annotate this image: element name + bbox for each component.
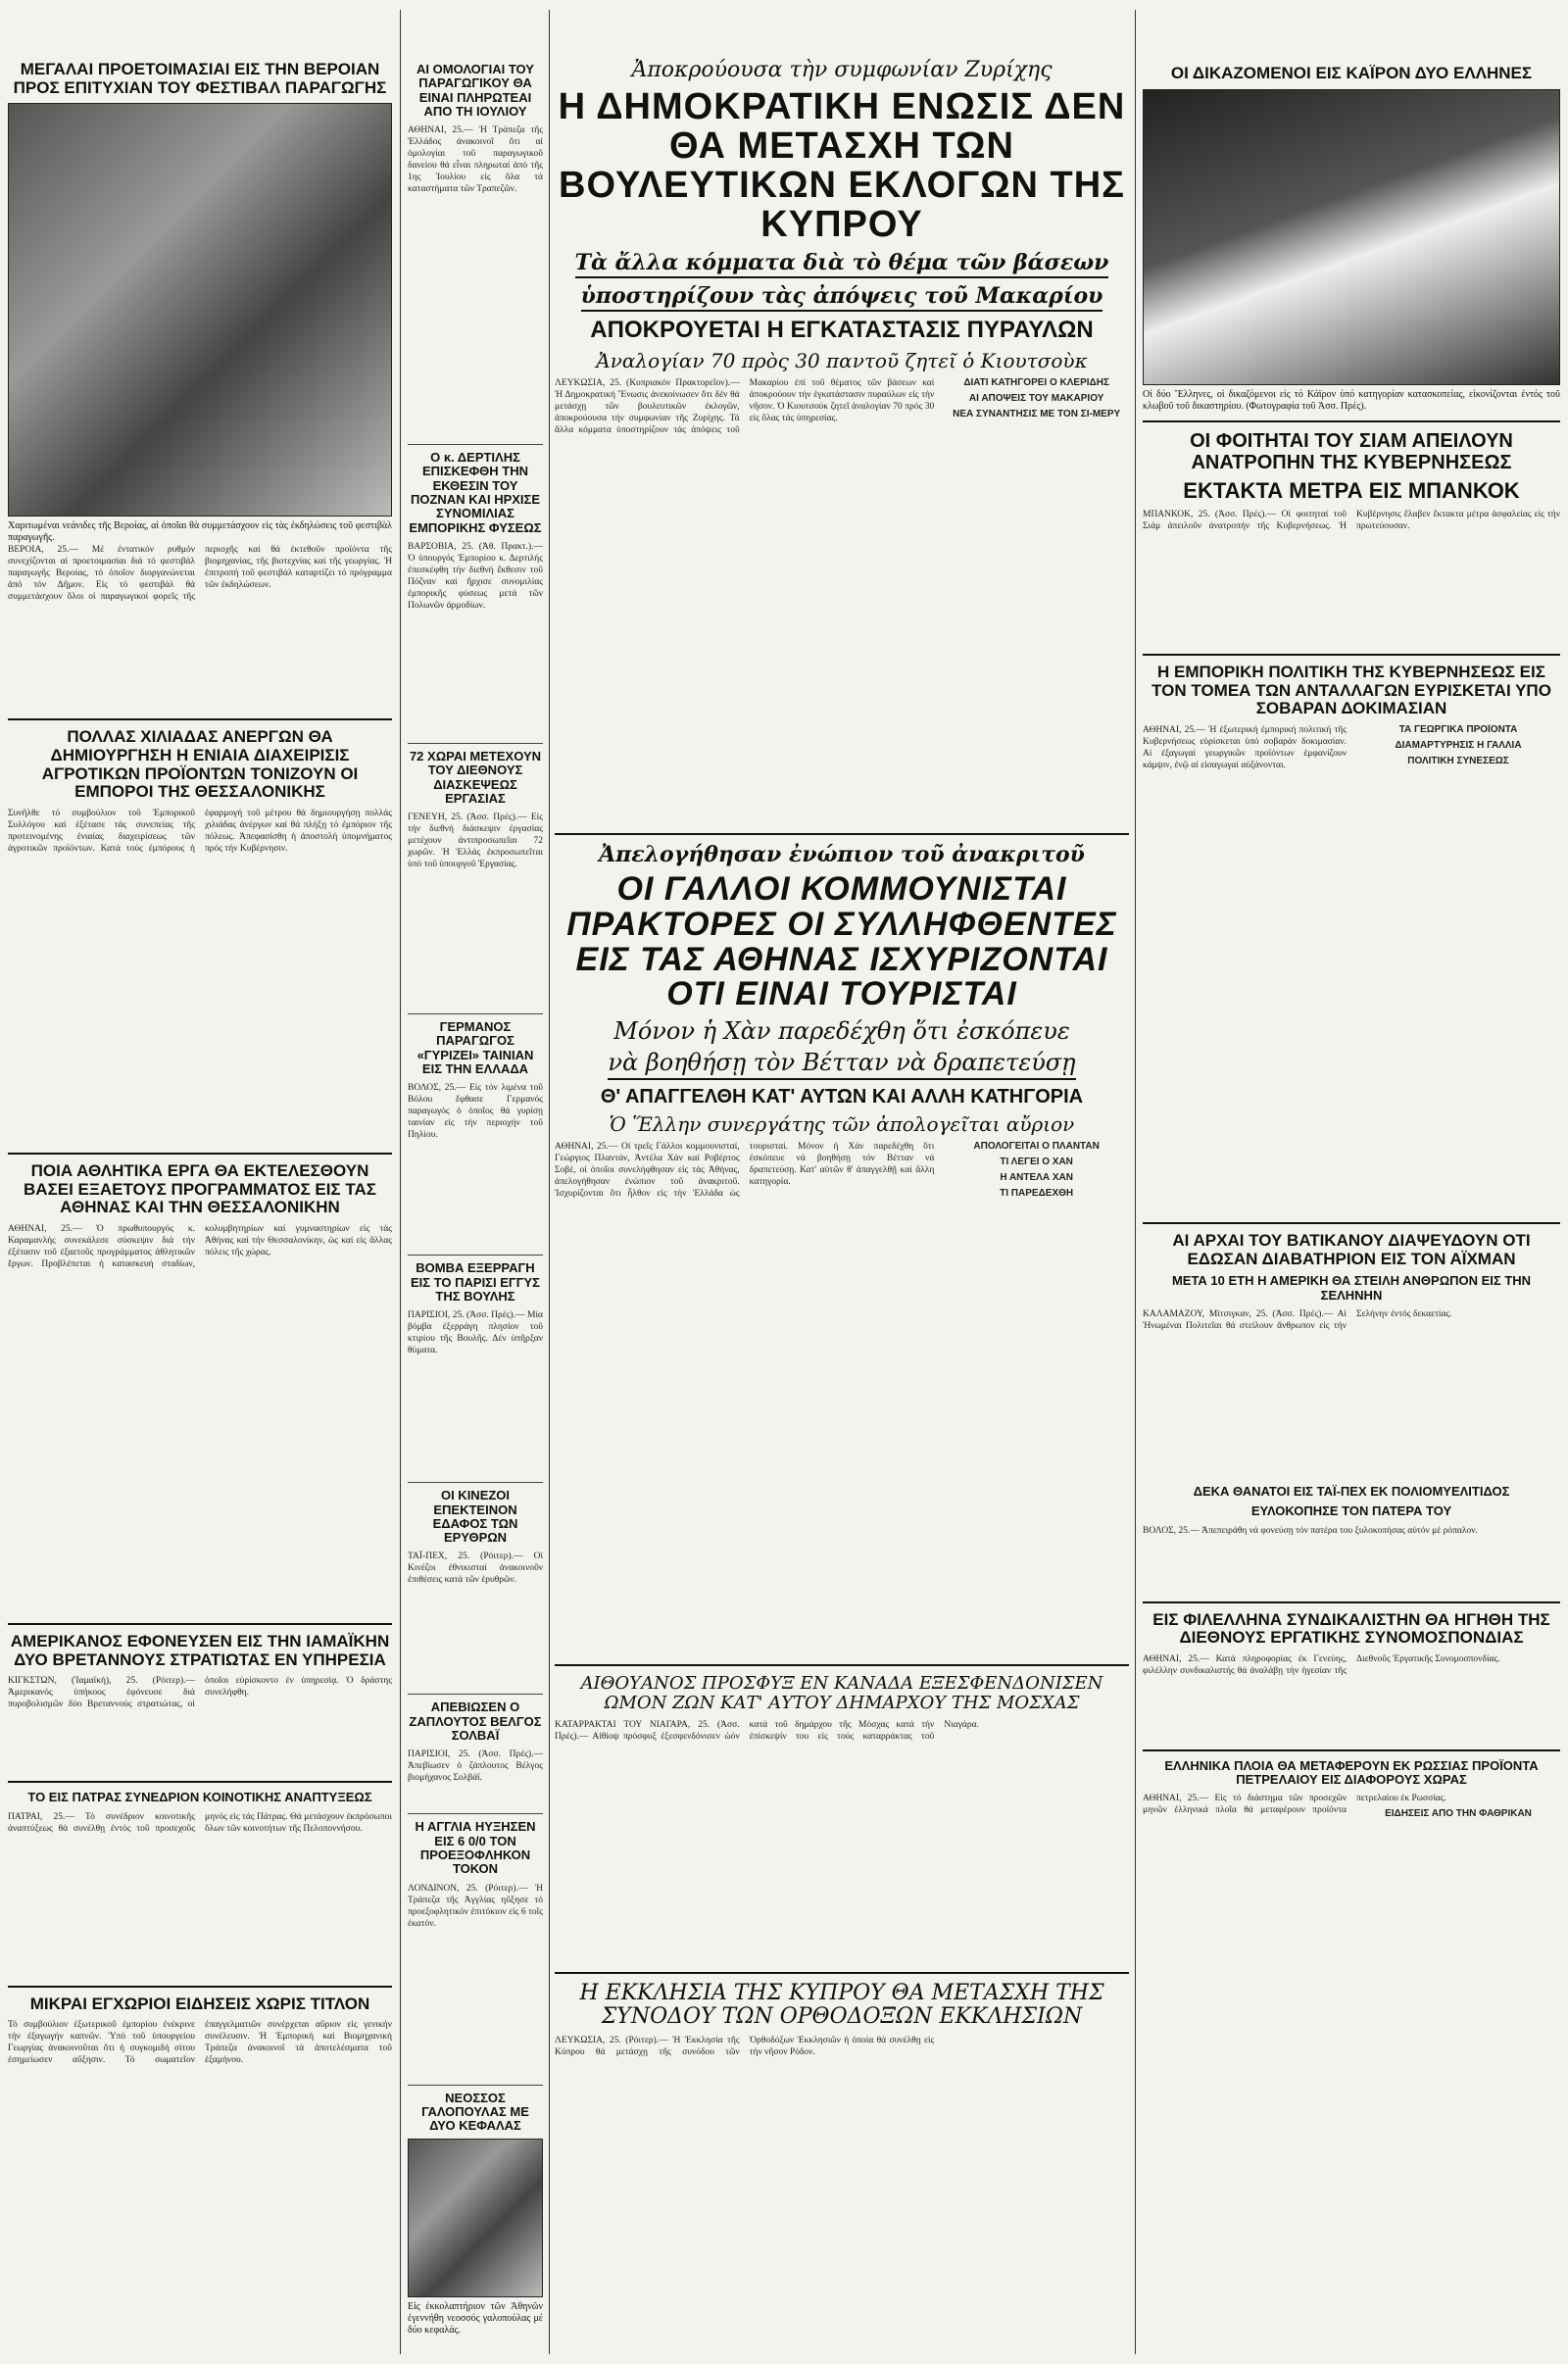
subhead-news: ΕΙΔΗΣΕΙΣ ΑΠΟ ΤΗΝ ΦΑΘΡΙΚΑΝ xyxy=(1385,1808,1532,1820)
article-moon: ΚΑΛΑΜΑΖΟΥ, Μίτσιγκαν, 25. (Ἀσσ. Πρές).— Αἱ Ἡνωμέναι Πολιτεῖαι θά στείλουν ἄνθρωπον εἰς τήν Σελήνην ἐντός δεκαετίας. xyxy=(1143,1308,1452,1331)
headline-another-charge: Θ' ΑΠΑΓΓΕΛΘΗ ΚΑΤ' ΑΥΤΩΝ ΚΑΙ ΑΛΛΗ ΚΑΤΗΓΟΡΙΑ xyxy=(600,1085,1084,1108)
subhead-greek-collaborator: Ὁ Ἕλλην συνεργάτης τῶν ἀπολογεῖται αὔριον xyxy=(609,1111,1075,1136)
subhead-admitted: ΤΙ ΠΑΡΕΔΕΧΘΗ xyxy=(1000,1187,1074,1199)
headline-vatican-eichmann: ΑΙ ΑΡΧΑΙ ΤΟΥ ΒΑΤΙΚΑΝΟΥ ΔΙΑΨΕΥΔΟΥΝ ΟΤΙ ΕΔΩΣΑΝ ΔΙΑΒΑΤΗΡΙΟΝ ΕΙΣ ΤΟΝ ΑΪΧΜΑΝ xyxy=(1172,1230,1531,1268)
headline-solvay: ΑΠΕΒΙΩΣΕΝ Ο ΖΑΠΛΟΥΤΟΣ ΒΕΛΓΟΣ ΣΟΛΒΑΪ xyxy=(409,1699,542,1744)
headline-democratic-union: Η ΔΗΜΟΚΡΑΤΙΚΗ ΕΝΩΣΙΣ ΔΕΝ ΘΑ ΜΕΤΑΣΧΗ ΤΩΝ ΒΟΥΛΕΥΤΙΚΩΝ ΕΚΛΟΓΩΝ ΤΗΣ ΚΥΠΡΟΥ xyxy=(558,86,1126,245)
kicker-investigator: Ἀπελογήθησαν ἐνώπιον τοῦ ἀνακριτοῦ xyxy=(599,842,1085,867)
subhead-kutchuk: Ἀναλογίαν 70 πρὸς 30 παντοῦ ζητεῖ ὁ Κιουτσοὺκ xyxy=(596,348,1088,372)
headline-church-cyprus: Η ΕΚΚΛΗΣΙΑ ΤΗΣ ΚΥΠΡΟΥ ΘΑ ΜΕΤΑΣΧΗ ΤΗΣ ΣΥΝΟΔΟΥ ΤΩΝ ΟΡΘΟΔΟΞΩΝ ΕΚΚΛΗΣΙΩΝ xyxy=(579,1980,1104,2029)
column-rule xyxy=(400,10,401,2354)
article-labor: ΑΘΗΝΑΙ, 25.— Κατά πληροφορίας ἐκ Γενεύης, φιλέλλην συνδικαλιστής θά ἀναλάβῃ τήν ἡγεσίαν τῆς Διεθνοῦς Ἐργατικῆς Συνομοσπονδίας. xyxy=(1143,1653,1500,1676)
kicker-zurich: Ἀποκρούουσα τὴν συμφωνίαν Ζυρίχης xyxy=(631,59,1053,82)
article-72-countries: ΓΕΝΕΥΗ, 25. (Ἀσσ. Πρές).— Εἰς τήν διεθνή διάσκεψιν ἐργασίας μετέχουν ἀντιπροσωπεῖαι 72 χωρῶν. Ἡ Ἑλλάς ἐκπροσωπεῖται ὑπό τοῦ ὑπουργοῦ Ἐργασίας. xyxy=(408,813,543,870)
subhead-antela-han: Η ΑΝΤΕΛΑ ΧΑΝ xyxy=(1000,1171,1073,1183)
article-bomb-paris: ΠΑΡΙΣΙΟΙ, 25. (Ἀσσ. Πρές).— Μία βόμβα ἐξερράγη πλησίον τοῦ κτιρίου τῆς Βουλῆς. Δέν ὑπῆρξαν θύματα. xyxy=(408,1310,543,1356)
photo-cairo-trial xyxy=(1143,89,1560,385)
subhead-political-talks: ΠΟΛΙΤΙΚΗ ΣΥΝΕΣΕΩΣ xyxy=(1407,755,1509,766)
subhead-kleridis: ΔΙΑΤΙ ΚΑΤΗΓΟΡΕΙ Ο ΚΛΕΡΙΔΗΣ xyxy=(963,376,1109,388)
subhead-new-meeting: ΝΕΑ ΣΥΝΑΝΤΗΣΙΣ ΜΕ ΤΟΝ ΣΙ-ΜΕΡΥ xyxy=(953,408,1121,419)
headline-unemployed-thessaloniki: ΠΟΛΛΑΣ ΧΙΛΙΑΔΑΣ ΑΝΕΡΓΩΝ ΘΑ ΔΗΜΙΟΥΡΓΗΣΗ Η ΕΝΙΑΙΑ ΔΙΑΧΕΙΡΙΣΙΣ ΑΓΡΟΤΙΚΩΝ ΠΡΟΪΟΝΤΩΝ ΤΟΝΙΖΟΥΝ ΟΙ ΕΜΠΟΡΟΙ ΤΗΣ ΘΕΣΣΑΛΟΝΙΚΗΣ xyxy=(41,727,359,802)
article-beat-father: ΒΟΛΟΣ, 25.— Ἀπεπειράθη νά φονεύσῃ τόν πατέρα του ξυλοκοπήσας αὐτόν μέ ρόπαλον. xyxy=(1143,1525,1478,1536)
article-athletic-works: ΑΘΗΝΑΙ, 25.— Ὁ πρωθυπουργός κ. Καραμανλής συνεκάλεσε σύσκεψιν διά τήν ἐξέτασιν τοῦ ἐξαετοῦς προγράμματος ἀθλητικῶν ἔργων. Προβλέπεται ἡ κατασκευή σταδίων, κολυμβητηρίων καί γυμναστηρίων εἰς τάς Ἀθήνας καί τήν Θεσσαλονίκην, ὡς καί εἰς ἄλλας πόλεις τῆς χώρας. xyxy=(8,1224,392,1270)
column-rule xyxy=(549,10,550,2354)
headline-moon: ΜΕΤΑ 10 ΕΤΗ Η ΑΜΕΡΙΚΗ ΘΑ ΣΤΕΙΛΗ ΑΝΘΡΩΠΟΝ ΕΙΣ ΤΗΝ ΣΕΛΗΝΗΝ xyxy=(1171,1273,1532,1303)
subhead-france-protest: ΔΙΑΜΑΡΤΥΡΗΣΙΣ Η ΓΑΛΛΙΑ xyxy=(1395,739,1522,751)
article-trade-policy: ΑΘΗΝΑΙ, 25.— Ἡ ἐξωτερική ἐμπορική πολιτική τῆς Κυβερνήσεως εὑρίσκεται ὑπό σοβαράν δοκιμασίαν. Αἱ ἐξαγωγαί γεωργικῶν προϊόντων ἐμφανίζουν κάμψιν, ἐνῷ αἱ εἰσαγωγαί αὐξάνονται. ΤΑ ΓΕΩΡΓΙΚΑ ΠΡΟΪΟΝΤΑ ΔΙΑΜΑΡΤΥΡΗΣΙΣ Η ΓΑΛΛΙΑ ΠΟΛΙΤΙΚΗ ΣΥΝΕΣΕΩΣ xyxy=(1143,724,1560,1214)
column-rule xyxy=(1135,10,1136,2354)
headline-siam-students: ΟΙ ΦΟΙΤΗΤΑΙ ΤΟΥ ΣΙΑΜ ΑΠΕΙΛΟΥΝ ΑΝΑΤΡΟΠΗΝ ΤΗΣ ΚΥΒΕΡΝΗΣΕΩΣ xyxy=(1190,429,1513,473)
article-solvay: ΠΑΡΙΣΙΟΙ, 25. (Ἀσσ. Πρές).— Ἀπεβίωσεν ὁ ζάπλουτος Βέλγος βιομήχανος Σολβάϊ. xyxy=(408,1749,543,1784)
headline-chinese: ΟΙ ΚΙΝΕΖΟΙ ΕΠΕΚΤΕΙΝΟΝ ΕΔΑΦΟΣ ΤΩΝ ΕΡΥΘΡΩΝ xyxy=(432,1488,518,1546)
headline-small-local-news: ΜΙΚΡΑΙ ΕΓΧΩΡΙΟΙ ΕΙΔΗΣΕΙΣ ΧΩΡΙΣ ΤΙΤΛΟΝ xyxy=(29,1994,370,2013)
subhead-makarios: ὑποστηρίζουν τὰς ἀπόψεις τοῦ Μακαρίου xyxy=(555,284,1129,312)
subhead-makarios-views: ΑΙ ΑΠΟΨΕΙΣ ΤΟΥ ΜΑΚΑΡΙΟΥ xyxy=(968,392,1104,404)
photo-turkey-chick xyxy=(408,2139,543,2297)
article-jamaica: ΚΙΓΚΣΤΩΝ, (Ἰαμαϊκή), 25. (Ρόιτερ).— Ἀμερικανός ὑπήκοος ἐφόνευσε διά πυροβολισμῶν δύο Βρεταννούς στρατιώτας, οἱ ὁποῖοι εὑρίσκοντο ἐν ὑπηρεσίᾳ. Ὁ δράστης συνελήφθη. xyxy=(8,1676,392,1710)
article-chinese: ΤΑΪ-ΠΕΧ, 25. (Ρόιτερ).— Οἱ Κινέζοι ἐθνικισταί ἀνακοινοῦν ἐπιθέσεις κατά τῶν ἐρυθρῶν. xyxy=(408,1551,543,1586)
headline-beat-father: ΕΥΛΟΚΟΠΗΣΕ ΤΟΝ ΠΑΤΕΡΑ ΤΟΥ xyxy=(1250,1503,1452,1519)
headline-jamaica: ΑΜΕΡΙΚΑΝΟΣ ΕΦΟΝΕΥΣΕΝ ΕΙΣ ΤΗΝ ΙΑΜΑΪΚΗΝ ΔΥΟ ΒΡΕΤΑΝΝΟΥΣ ΣΤΡΑΤΙΩΤΑΣ ΕΝ ΥΠΗΡΕΣΙΑ xyxy=(10,1632,390,1669)
caption-cairo: Οἱ δύο Ἕλληνες, οἱ δικαζόμενοι εἰς τό Κάϊρον ὑπό κατηγορίαν κατασκοπείας, εἰκονίζονται ἐντός τοῦ κλωβοῦ τοῦ δικαστηρίου. (Φωτογραφία τοῦ Ἀσσ. Πρές). xyxy=(1143,388,1560,412)
article-church: ΛΕΥΚΩΣΙΑ, 25. (Ρόιτερ).— Ἡ Ἐκκλησία τῆς Κύπρου θά μετάσχῃ τῆς συνόδου τῶν Ὀρθοδόξων Ἐκκλησιῶν ἡ ὁποία θά συνέλθῃ εἰς τήν νῆσον Ρόδον. xyxy=(555,2035,935,2057)
subhead-han-admitted: Μόνον ἡ Χὰν παρεδέχθη ὅτι ἐσκόπευε xyxy=(613,1016,1070,1045)
headline-ethiopian-canada: ΑΙΘΟΥΑΝΟΣ ΠΡΟΣΦΥΞ ΕΝ ΚΑΝΑΔΑ ΕΞΕΣΦΕΝΔΟΝΙΣΕΝ ΩΜΟΝ ΖΩΝ ΚΑΤ' ΑΥΤΟΥ ΔΗΜΑΡΧΟΥ ΤΗΣ ΜΟΣΧΑΣ xyxy=(580,1673,1103,1713)
article-ships: ΑΘΗΝΑΙ, 25.— Εἰς τό διάστημα τῶν προσεχῶν μηνῶν ἑλληνικά πλοῖα θά μεταφέρουν προϊόντα πετρελαίου ἐκ Ρωσσίας. ΕΙΔΗΣΕΙΣ ΑΠΟ ΤΗΝ ΦΑΘΡΙΚΑΝ xyxy=(1143,1793,1560,1891)
caption-veroia: Χαριτωμέναι νεάνιδες τῆς Βεροίας, αἱ ὁποῖαι θὰ συμμετάσχουν εἰς τὰς ἐκδηλώσεις τοῦ φεστιβὰλ παραγωγῆς. xyxy=(8,520,392,544)
headline-england-rate: Η ΑΓΓΛΙΑ ΗΥΞΗΣΕΝ ΕΙΣ 6 0/0 ΤΟΝ ΠΡΟΕΞΟΦΛΗΚΟΝ ΤΟΚΟΝ xyxy=(415,1819,536,1877)
headline-labor-confederation: ΕΙΣ ΦΙΛΕΛΛΗΝΑ ΣΥΝΔΙΚΑΛΙΣΤΗΝ ΘΑ ΗΓΗΘΗ ΤΗΣ ΔΙΕΘΝΟΥΣ ΕΡΓΑΤΙΚΗΣ ΣΥΝΟΜΟΣΠΟΝΔΙΑΣ xyxy=(1152,1609,1550,1648)
subhead-han-says: ΤΙ ΛΕΓΕΙ Ο ΧΑΝ xyxy=(1000,1156,1073,1167)
article-england-rate: ΛΟΝΔΙΝΟΝ, 25. (Ρόιτερ).— Ἡ Τράπεζα τῆς Ἀγγλίας ηὔξησε τό προεξοφλητικόν ἐπιτόκιον εἰς 6 τοῖς ἑκατόν. xyxy=(408,1883,543,1929)
article-patras: ΠΑΤΡΑΙ, 25.— Τό συνέδριον κοινοτικῆς ἀναπτύξεως θά συνέλθῃ ἐντός τοῦ προσεχοῦς μηνός εἰς τάς Πάτρας. Θά μετάσχουν ἐκπρόσωποι ὅλων τῶν κοινοτήτων τῆς Πελοποννήσου. xyxy=(8,1811,392,1834)
headline-athletic-works: ΠΟΙΑ ΑΘΛΗΤΙΚΑ ΕΡΓΑ ΘΑ ΕΚΤΕΛΕΣΘΟΥΝ ΒΑΣΕΙ ΕΞΑΕΤΟΥΣ ΠΡΟΓΡΑΜΜΑΤΟΣ ΕΙΣ ΤΑΣ ΑΘΗΝΑΣ ΚΑΙ ΤΗΝ ΘΕΣΣΑΛΟΝΙΚΗΝ xyxy=(24,1161,376,1217)
article-small-news: Τό συμβούλιον ἐξωτερικοῦ ἐμπορίου ἐνέκρινε τήν ἐξαγωγήν καπνῶν. Ὑπό τοῦ ὑπουργείου Γεωργίας ἀνακοινοῦται ὅτι ἡ συγκομιδή σίτου ἐσημείωσεν αὔξησιν. Τό σωματεῖον ἐπαγγελματιῶν συνέρχεται αὔριον εἰς γενικήν συνέλευσιν. Ἡ Ἐμπορική καί Βιομηχανική Τράπεζα ἀνακοινοῖ τά ἀποτελέσματα τοῦ ἑξαμήνου. xyxy=(8,2020,392,2066)
article-dertilis: ΒΑΡΣΟΒΙΑ, 25. (Ἀθ. Πρακτ.).— Ὁ ὑπουργός Ἐμπορίου κ. Δερτιλής ἐπεσκέφθη τήν διεθνή ἔκθεσιν τοῦ Πόζναν καί ἤρχισε συνομιλίας ἐμπορικῆς φύσεως μετά τῶν Πολωνῶν ἀρμοδίων. xyxy=(408,541,543,611)
headline-greek-ships-russia: ΕΛΛΗΝΙΚΑ ΠΛΟΙΑ ΘΑ ΜΕΤΑΦΕΡΟΥΝ ΕΚ ΡΩΣΣΙΑΣ ΠΡΟΪΟΝΤΑ ΠΕΤΡΕΛΑΙΟΥ ΕΙΣ ΔΙΑΦΟΡΟΥΣ ΧΩΡΑΣ xyxy=(1164,1757,1539,1788)
caption-turkey: Εἰς ἐκκολαπτήριον τῶν Ἀθηνῶν ἐγεννήθη νεοσσός γαλοπούλας μέ δύο κεφαλάς. xyxy=(408,2301,543,2337)
headline-french-communists: ΟΙ ΓΑΛΛΟΙ ΚΟΜΜΟΥΝΙΣΤΑΙ ΠΡΑΚΤΟΡΕΣ ΟΙ ΣΥΛΛΗΦΘΕΝΤΕΣ ΕΙΣ ΤΑΣ ΑΘΗΝΑΣ ΙΣΧΥΡΙΖΟΝΤΑΙ ΟΤΙ ΕΙΝΑΙ ΤΟΥΡΙΣΤΑΙ xyxy=(566,870,1117,1013)
article-communists: ΑΘΗΝΑΙ, 25.— Οἱ τρεῖς Γάλλοι κομμουνισταί, Γεώργιος Πλαντάν, Ἀντέλα Χάν καί Ροβέρτος Σοβέ, οἱ ὁποῖοι συνελήφθησαν εἰς τάς Ἀθήνας, ἀπελογήθησαν ἐνώπιον τοῦ ἀνακριτοῦ. Ἰσχυρίζονται ὅτι ἦλθον εἰς τήν Ἑλλάδα ὡς τουρισταί. Μόνον ἡ Χάν παρεδέχθη ὅτι ἐσκόπευε νά βοηθήσῃ τόν Βέτταν νά δραπετεύσῃ. Κατ' αὐτῶν θ' ἀπαγγελθῇ καί ἄλλη κατηγορία. ΑΠΟΛΟΓΕΙΤΑΙ Ο ΠΛΑΝΤΑΝ ΤΙ ΛΕΓΕΙ Ο ΧΑΝ Η ΑΝΤΕΛΑ ΧΑΝ ΤΙ ΠΑΡΕΔΕΧΘΗ xyxy=(555,1141,1129,1649)
headline-german-producer: ΓΕΡΜΑΝΟΣ ΠΑΡΑΓΩΓΟΣ «ΓΥΡΙΖΕΙ» ΤΑΙΝΙΑΝ ΕΙΣ ΤΗΝ ΕΛΛΑΔΑ xyxy=(416,1019,534,1077)
article-bonds: ΑΘΗΝΑΙ, 25.— Ἡ Τράπεζα τῆς Ἑλλάδος ἀνακοινοῖ ὅτι αἱ ὁμολογίαι τοῦ παραγωγικοῦ δανείου θά εἶναι πληρωταί ἀπό τῆς 1ης Ἰουλίου εἰς ὅλα τά καταστήματα τῶν Τραπεζῶν. xyxy=(408,125,543,195)
subhead-help-vettan: νὰ βοηθήσῃ τὸν Βέτταν νὰ δραπετεύσῃ xyxy=(555,1050,1129,1079)
headline-veroia-festival: ΜΕΓΑΛΑΙ ΠΡΟΕΤΟΙΜΑΣΙΑΙ ΕΙΣ ΤΗΝ ΒΕΡΟΙΑΝ ΠΡΟΣ ΕΠΙΤΥΧΙΑΝ ΤΟΥ ΦΕΣΤΙΒΑΛ ΠΑΡΑΓΩΓΗΣ xyxy=(13,61,387,97)
headline-cairo-greeks: ΟΙ ΔΙΚΑΖΟΜΕΝΟΙ ΕΙΣ ΚΑΪΡΟΝ ΔΥΟ ΕΛΛΗΝΕΣ xyxy=(1170,65,1533,82)
subhead-plantan: ΑΠΟΛΟΓΕΙΤΑΙ Ο ΠΛΑΝΤΑΝ xyxy=(973,1140,1100,1152)
subhead-bases: Τὰ ἄλλα κόμματα διὰ τὸ θέμα τῶν βάσεων xyxy=(555,251,1129,278)
subhead-agricultural: ΤΑ ΓΕΩΡΓΙΚΑ ΠΡΟΪΟΝΤΑ xyxy=(1398,723,1518,735)
headline-missiles: ΑΠΟΚΡΟΥΕΤΑΙ Η ΕΓΚΑΤΑΣΤΑΣΙΣ ΠΥΡΑΥΛΩΝ xyxy=(590,317,1094,344)
headline-polio: ΔΕΚΑ ΘΑΝΑΤΟΙ ΕΙΣ ΤΑΪ-ΠΕΧ ΕΚ ΠΟΛΙΟΜΥΕΛΙΤΙΔΟΣ xyxy=(1193,1483,1510,1499)
article-bangkok: ΜΠΑΝΚΟΚ, 25. (Ἀσσ. Πρές).— Οἱ φοιτηταί τοῦ Σιάμ ἀπειλοῦν ἀνατροπήν τῆς Κυβερνήσεως. Ἡ Κυβέρνησις ἔλαβεν ἔκτακτα μέτρα ἀσφαλείας εἰς τήν πρωτεύουσαν. xyxy=(1143,509,1560,531)
photo-veroia-girls xyxy=(8,103,392,517)
article-german-producer: ΒΟΛΟΣ, 25.— Εἰς τόν λιμένα τοῦ Βόλου ἔφθασε Γερμανός παραγωγός ὁ ὁποῖος θά γυρίσῃ ταινίαν εἰς τήν περιοχήν τοῦ Πηλίου. xyxy=(408,1083,543,1141)
headline-72-countries: 72 ΧΩΡΑΙ ΜΕΤΕΧΟΥΝ ΤΟΥ ΔΙΕΘΝΟΥΣ ΔΙΑΣΚΕΨΕΩΣ ΕΡΓΑΣΙΑΣ xyxy=(409,748,542,806)
headline-bonds: ΑΙ ΟΜΟΛΟΓΙΑΙ ΤΟΥ ΠΑΡΑΓΩΓΙΚΟΥ ΘΑ ΕΙΝΑΙ ΠΛΗΡΩΤΕΑΙ ΑΠΟ ΤΗ ΙΟΥΛΙΟΥ xyxy=(416,63,534,119)
headline-bomb-paris: ΒΟΜΒΑ ΕΞΕΡΡΑΓΗ ΕΙΣ ΤΟ ΠΑΡΙΣΙ ΕΓΓΥΣ ΤΗΣ ΒΟΥΛΗΣ xyxy=(411,1260,540,1304)
article-ethiopian: ΚΑΤΑΡΡΑΚΤΑΙ ΤΟΥ ΝΙΑΓΑΡΑ, 25. (Ἀσσ. Πρές).— Αἰθίοψ πρόσφυξ ἐξεσφενδόνισεν ὠόν κατά τοῦ δημάρχου τῆς Μόσχας κατά τήν ἐπίσκεψίν του εἰς τούς καταρράκτας τοῦ Νιαγάρα. xyxy=(555,1719,979,1742)
article-cyprus: ΛΕΥΚΩΣΙΑ, 25. (Κυπριακόν Πρακτορεῖον).— Ἡ Δημοκρατική Ἕνωσις ἀνεκοίνωσεν ὅτι δέν θά μετάσχῃ τῶν βουλευτικῶν ἐκλογῶν, ἀποκρούουσα τήν συμφωνίαν τῆς Ζυρίχης. Τά ἄλλα κόμματα ὑποστηρίζουν τάς ἀπόψεις τοῦ Μακαρίου ἐπί τοῦ θέματος τῶν βάσεων καί ἀποκρούουν τήν ἐγκατάστασιν πυραύλων εἰς τήν νῆσον. Ὁ Κιουτσούκ ζητεῖ ἀναλογίαν 70 πρός 30 εἰς ὅλας τάς ὑπηρεσίας. ΔΙΑΤΙ ΚΑΤΗΓΟΡΕΙ Ο ΚΛΕΡΙΔΗΣ ΑΙ ΑΠΟΨΕΙΣ ΤΟΥ ΜΑΚΑΡΙΟΥ ΝΕΑ ΣΥΝΑΝΤΗΣΙΣ ΜΕ ΤΟΝ ΣΙ-ΜΕΡΥ xyxy=(555,377,1129,823)
article-veroia: ΒΕΡΟΙΑ, 25.— Μέ ἐντατικόν ρυθμόν συνεχίζονται αἱ προετοιμασίαι διά τό φεστιβάλ παραγωγῆς Βεροίας, τό ὁποῖον διοργανώνεται ἀπό τόν Δῆμον. Εἰς τό φεστιβάλ θά συμμετάσχουν ὅλοι οἱ παραγωγικοί φορεῖς τῆς περιοχῆς καί θά ἐκτεθοῦν προϊόντα τῆς βιομηχανίας, τῆς βιοτεχνίας καί τῆς γεωργίας. Ἡ ἐπιτροπή τοῦ φεστιβάλ καταρτίζει τό πρόγραμμα τῶν ἐκδηλώσεων. xyxy=(8,545,392,603)
headline-dertilis-poznan: Ο κ. ΔΕΡΤΙΛΗΣ ΕΠΙΣΚΕΦΘΗ ΤΗΝ ΕΚΘΕΣΙΝ ΤΟΥ ΠΟΖΝΑΝ ΚΑΙ ΗΡΧΙΣΕ ΣΥΝΟΜΙΛΙΑΣ ΕΜΠΟΡΙΚΗΣ ΦΥΣΕΩΣ xyxy=(409,450,542,535)
article-unemployed: Συνῆλθε τό συμβούλιον τοῦ Ἐμπορικοῦ Συλλόγου καί ἐξέτασε τάς συνεπείας τῆς προτεινομένης ἐνιαίας διαχειρίσεως τῶν ἀγροτικῶν προϊόντων. Κατά τούς ἐμπόρους ἡ ἐφαρμογή τοῦ μέτρου θά δημιουργήσῃ πολλάς χιλιάδας ἀνέργων καί θά πλήξῃ τό ἐμπόριον τῆς πόλεως. Ἀπεφασίσθη ἡ ἀποστολή ὑπομνήματος πρός τήν Κυβέρνησιν. xyxy=(8,809,392,855)
headline-patras-congress: ΤΟ ΕΙΣ ΠΑΤΡΑΣ ΣΥΝΕΔΡΙΟΝ ΚΟΙΝΟΤΙΚΗΣ ΑΝΑΠΤΥΞΕΩΣ xyxy=(27,1790,372,1805)
headline-two-headed-turkey: ΝΕΟΣΣΟΣ ΓΑΛΟΠΟΥΛΑΣ ΜΕ ΔΥΟ ΚΕΦΑΛΑΣ xyxy=(421,2090,529,2134)
headline-trade-policy: Η ΕΜΠΟΡΙΚΗ ΠΟΛΙΤΙΚΗ ΤΗΣ ΚΥΒΕΡΝΗΣΕΩΣ ΕΙΣ ΤΟΝ ΤΟΜΕΑ ΤΩΝ ΑΝΤΑΛΛΑΓΩΝ ΕΥΡΙΣΚΕΤΑΙ ΥΠΟ ΣΟΒΑΡΑΝ ΔΟΚΙΜΑΣΙΑΝ xyxy=(1152,662,1551,718)
headline-bangkok-measures: ΕΚΤΑΚΤΑ ΜΕΤΡΑ ΕΙΣ ΜΠΑΝΚΟΚ xyxy=(1183,477,1520,503)
